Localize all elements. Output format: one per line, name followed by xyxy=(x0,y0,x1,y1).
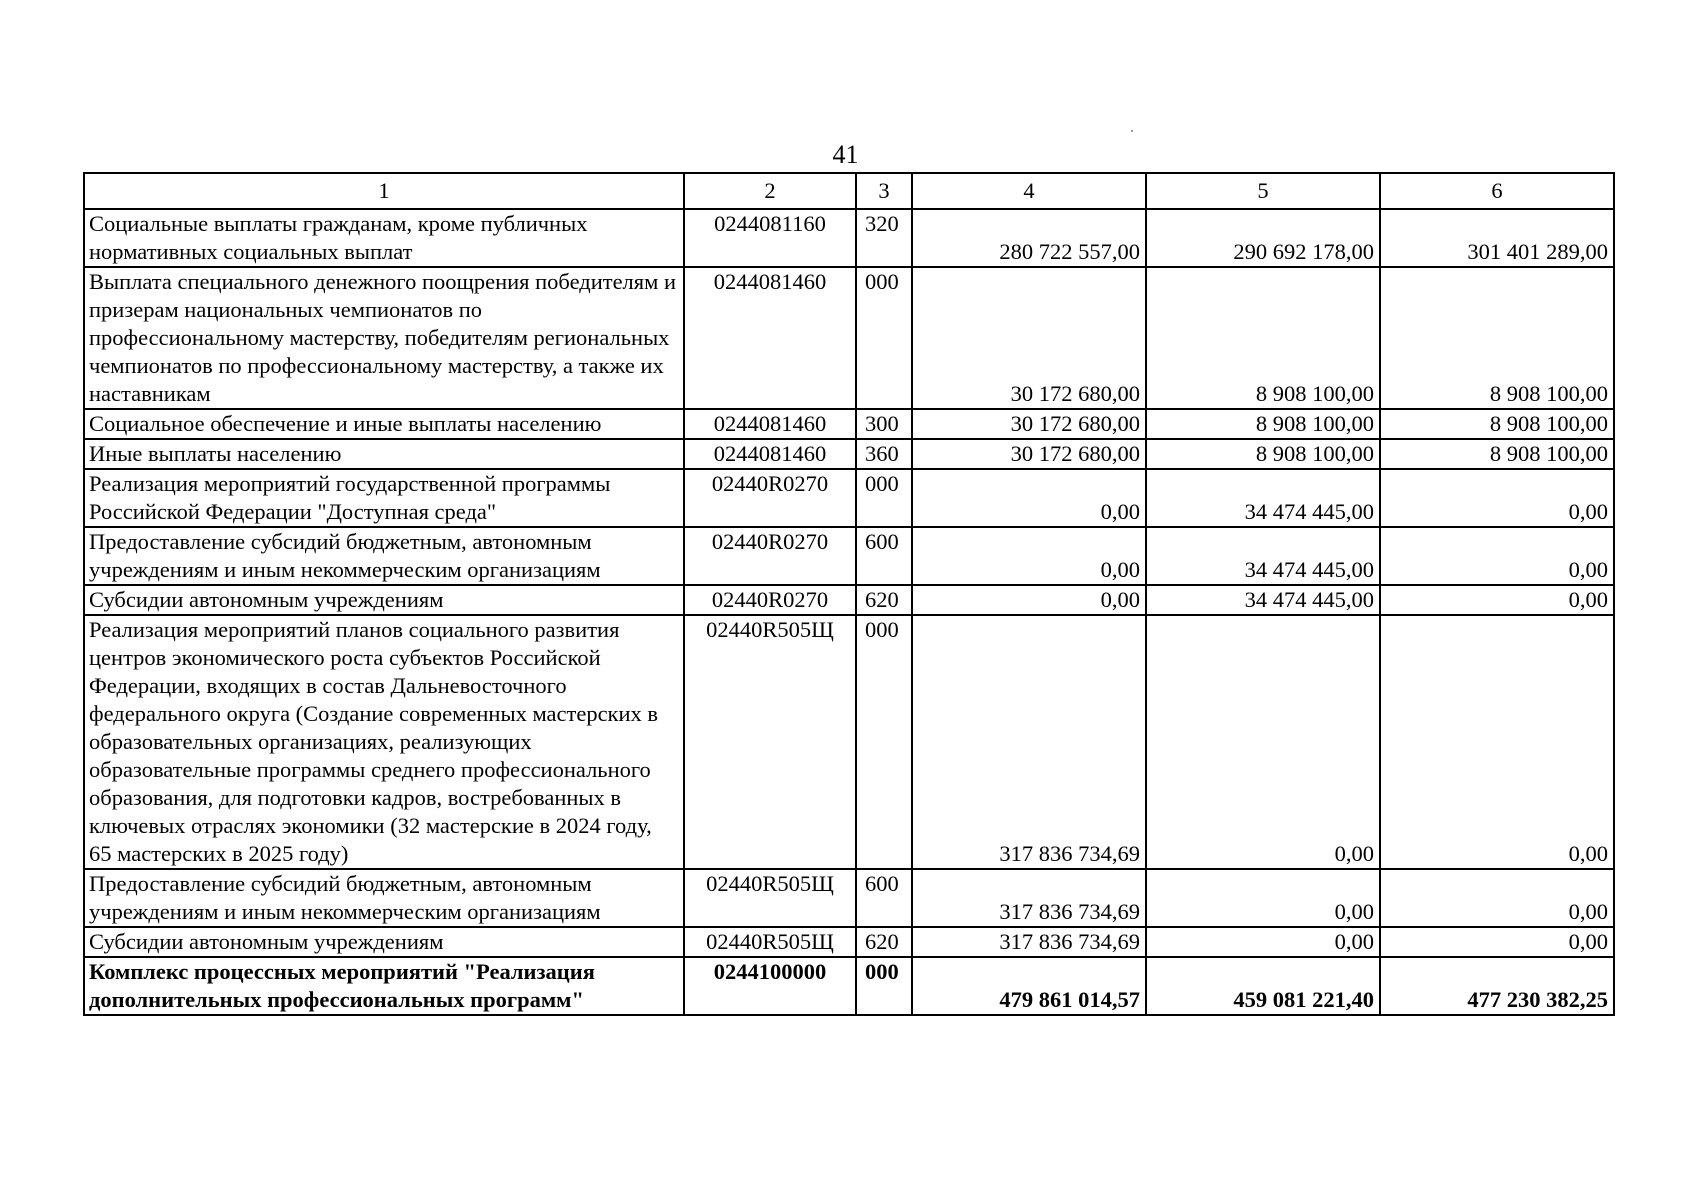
row-code-cell: 0244081460 xyxy=(684,439,856,469)
row-code-cell: 02440R0270 xyxy=(684,527,856,585)
row-kind-cell: 320 xyxy=(856,209,912,267)
row-amount-col4-cell: 317 836 734,69 xyxy=(912,615,1146,869)
row-amount-col4-cell: 0,00 xyxy=(912,527,1146,585)
row-amount-col6-cell: 301 401 289,00 xyxy=(1380,209,1614,267)
table-row xyxy=(84,209,1614,267)
row-name-cell: Реализация мероприятий государственной программы Российской Федерации "Доступная среда" xyxy=(84,469,684,527)
row-kind-cell: 000 xyxy=(856,267,912,409)
page-number: 41 xyxy=(832,140,859,169)
row-amount-col4-cell: 30 172 680,00 xyxy=(912,267,1146,409)
column-header: 6 xyxy=(1380,173,1614,209)
row-amount-col4-cell: 30 172 680,00 xyxy=(912,439,1146,469)
row-name-cell: Социальные выплаты гражданам, кроме публичных нормативных социальных выплат xyxy=(84,209,684,267)
row-code-cell: 02440R0270 xyxy=(684,585,856,615)
budget-table xyxy=(83,172,1615,1016)
row-amount-col6-cell: 0,00 xyxy=(1380,927,1614,957)
row-kind-cell: 360 xyxy=(856,439,912,469)
row-code-cell: 02440R505Щ xyxy=(684,869,856,927)
header-row xyxy=(84,173,1614,209)
row-amount-col4-cell: 479 861 014,57 xyxy=(912,957,1146,1015)
table-row xyxy=(84,615,1614,869)
row-name-cell: Субсидии автономным учреждениям xyxy=(84,585,684,615)
row-kind-cell: 620 xyxy=(856,927,912,957)
row-amount-col4-cell: 0,00 xyxy=(912,469,1146,527)
column-header: 3 xyxy=(856,173,912,209)
row-amount-col6-cell: 0,00 xyxy=(1380,869,1614,927)
row-amount-col6-cell: 0,00 xyxy=(1380,527,1614,585)
row-amount-col4-cell: 30 172 680,00 xyxy=(912,409,1146,439)
row-kind-cell: 000 xyxy=(856,957,912,1015)
row-code-cell: 0244081460 xyxy=(684,267,856,409)
row-amount-col6-cell: 0,00 xyxy=(1380,469,1614,527)
row-kind-cell: 600 xyxy=(856,869,912,927)
row-amount-col5-cell: 0,00 xyxy=(1146,927,1380,957)
row-amount-col4-cell: 317 836 734,69 xyxy=(912,927,1146,957)
row-kind-cell: 000 xyxy=(856,469,912,527)
table-row xyxy=(84,267,1614,409)
row-name-cell: Предоставление субсидий бюджетным, автономным учреждениям и иным некоммерческим организациям xyxy=(84,527,684,585)
row-amount-col6-cell: 8 908 100,00 xyxy=(1380,409,1614,439)
row-kind-cell: 000 xyxy=(856,615,912,869)
scan-dot xyxy=(1131,130,1133,132)
table-row xyxy=(84,869,1614,927)
row-amount-col6-cell: 8 908 100,00 xyxy=(1380,267,1614,409)
row-kind-cell: 600 xyxy=(856,527,912,585)
row-code-cell: 02440R505Щ xyxy=(684,615,856,869)
row-amount-col6-cell: 8 908 100,00 xyxy=(1380,439,1614,469)
table-row xyxy=(84,409,1614,439)
row-name-cell: Комплекс процессных мероприятий "Реализация дополнительных профессиональных программ" xyxy=(84,957,684,1015)
row-name-cell: Выплата специального денежного поощрения победителям и призерам национальных чемпионатов по профессиональному мастерству, победителям региональных чемпионатов по профессиональному мастерству, а также их наставникам xyxy=(84,267,684,409)
row-amount-col5-cell: 0,00 xyxy=(1146,869,1380,927)
row-amount-col6-cell: 0,00 xyxy=(1380,585,1614,615)
row-code-cell: 02440R0270 xyxy=(684,469,856,527)
table-row xyxy=(84,585,1614,615)
column-header: 1 xyxy=(84,173,684,209)
row-kind-cell: 300 xyxy=(856,409,912,439)
column-header: 4 xyxy=(912,173,1146,209)
row-code-cell: 0244081460 xyxy=(684,409,856,439)
row-amount-col5-cell: 34 474 445,00 xyxy=(1146,469,1380,527)
row-amount-col5-cell: 34 474 445,00 xyxy=(1146,585,1380,615)
row-name-cell: Субсидии автономным учреждениям xyxy=(84,927,684,957)
row-name-cell: Предоставление субсидий бюджетным, автономным учреждениям и иным некоммерческим организациям xyxy=(84,869,684,927)
row-amount-col5-cell: 8 908 100,00 xyxy=(1146,409,1380,439)
row-amount-col6-cell: 0,00 xyxy=(1380,615,1614,869)
row-code-cell: 02440R505Щ xyxy=(684,927,856,957)
table-row xyxy=(84,527,1614,585)
row-name-cell: Реализация мероприятий планов социального развития центров экономического роста субъектов Российской Федерации, входящих в состав Дальневосточного федерального округа (Создание современных мастерских в образовательных организациях, реализующих образовательные программы среднего профессионального образования, для подготовки кадров, востребованных в ключевых отраслях экономики (32 мастерские в 2024 году, 65 мастерских в 2025 году) xyxy=(84,615,684,869)
column-header: 5 xyxy=(1146,173,1380,209)
row-amount-col5-cell: 0,00 xyxy=(1146,615,1380,869)
row-amount-col6-cell: 477 230 382,25 xyxy=(1380,957,1614,1015)
row-code-cell: 0244100000 xyxy=(684,957,856,1015)
row-name-cell: Иные выплаты населению xyxy=(84,439,684,469)
table-row xyxy=(84,957,1614,1015)
row-amount-col5-cell: 8 908 100,00 xyxy=(1146,439,1380,469)
column-header: 2 xyxy=(684,173,856,209)
table-row xyxy=(84,439,1614,469)
row-amount-col4-cell: 0,00 xyxy=(912,585,1146,615)
row-code-cell: 0244081160 xyxy=(684,209,856,267)
row-amount-col5-cell: 290 692 178,00 xyxy=(1146,209,1380,267)
table-row xyxy=(84,927,1614,957)
row-amount-col4-cell: 317 836 734,69 xyxy=(912,869,1146,927)
row-name-cell: Социальное обеспечение и иные выплаты населению xyxy=(84,409,684,439)
row-amount-col4-cell: 280 722 557,00 xyxy=(912,209,1146,267)
row-amount-col5-cell: 459 081 221,40 xyxy=(1146,957,1380,1015)
row-amount-col5-cell: 34 474 445,00 xyxy=(1146,527,1380,585)
row-kind-cell: 620 xyxy=(856,585,912,615)
table-row xyxy=(84,469,1614,527)
row-amount-col5-cell: 8 908 100,00 xyxy=(1146,267,1380,409)
